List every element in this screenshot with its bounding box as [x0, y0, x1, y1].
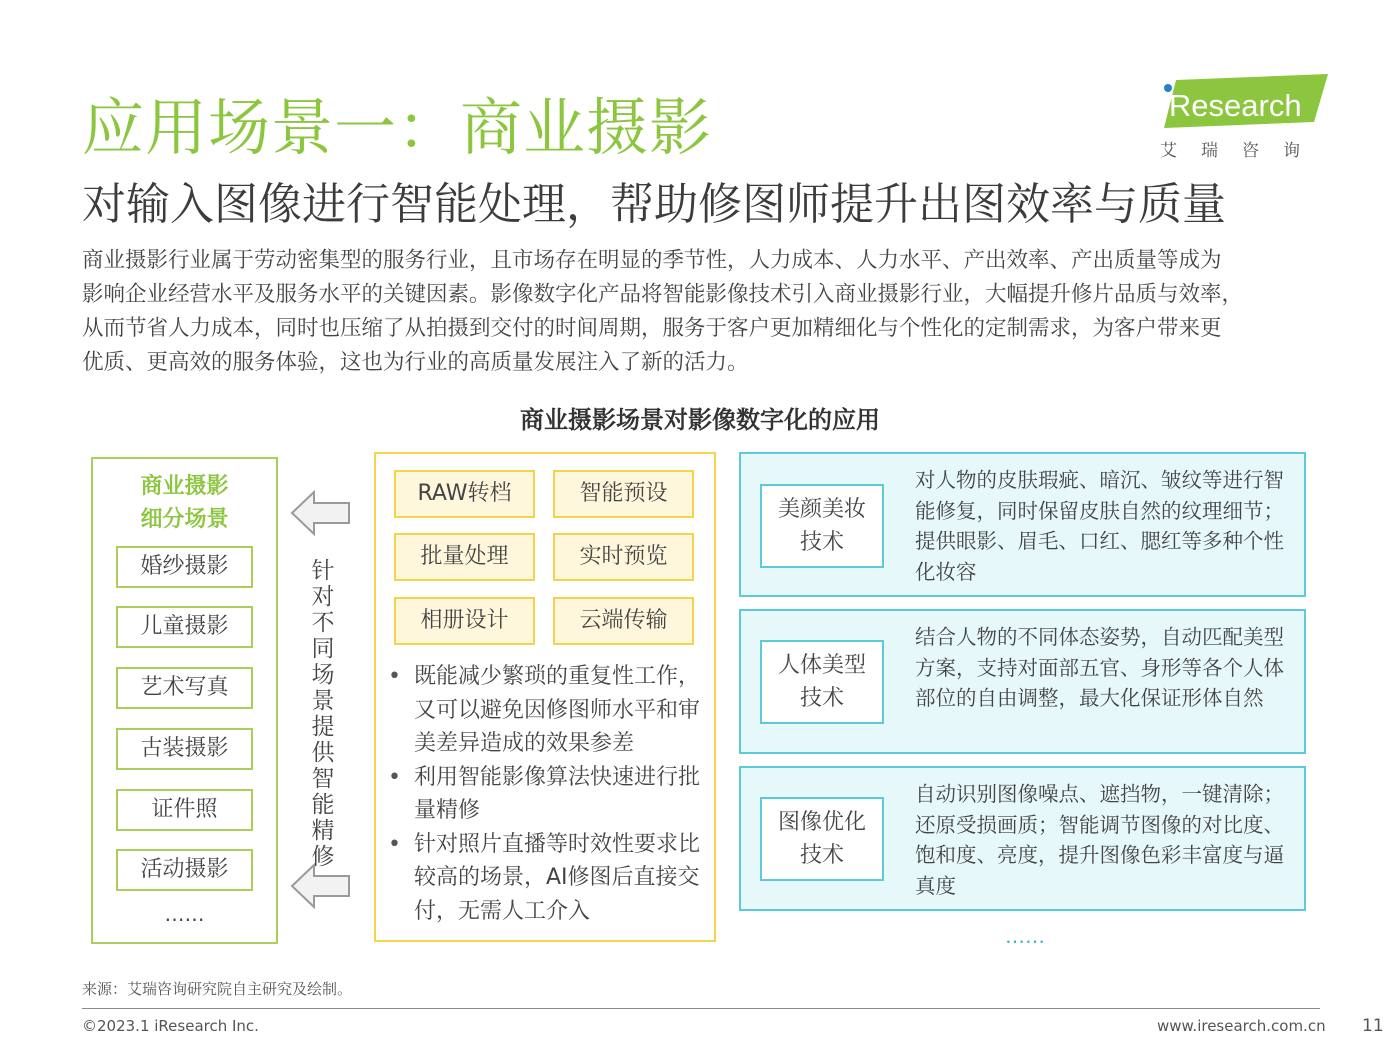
- scenes-more: ……: [164, 902, 205, 926]
- source-note: 来源：艾瑞咨询研究院自主研究及绘制。: [82, 980, 353, 998]
- intro-paragraph: [82, 244, 1332, 380]
- scene-item: 证件照: [116, 789, 253, 831]
- scenes-heading-line: 细分场景: [140, 507, 229, 532]
- intro-line: 影响企业经营水平及服务水平的关键因素。影像数字化产品将智能影像技术引入商业摄影行业，大幅提升修片品质与效率，: [82, 282, 1244, 307]
- copyright: ©2023.1 iResearch Inc.: [82, 1017, 259, 1035]
- intro-line: 商业摄影行业属于劳动密集型的服务行业，且市场存在明显的季节性，人力成本、人力水平、产出效率、产出质量等成为: [82, 248, 1222, 273]
- function-tag: RAW转档: [394, 470, 535, 518]
- technique-label: [760, 484, 884, 568]
- benefits-list: [386, 660, 716, 928]
- page-title: 应用场景一：商业摄影: [82, 91, 713, 164]
- technique-label: [760, 797, 884, 881]
- page-number: 11: [1362, 1016, 1384, 1036]
- logo-chinese-name: 艾瑞咨询: [1160, 141, 1324, 161]
- function-tag: 实时预览: [553, 533, 694, 581]
- technique-label-line: 技术: [799, 686, 844, 711]
- scene-item: 艺术写真: [116, 667, 253, 709]
- technique-label-line: 技术: [799, 843, 844, 868]
- page-subtitle: 对输入图像进行智能处理，帮助修图师提升出图效率与质量: [82, 179, 1226, 230]
- function-tag: 智能预设: [553, 470, 694, 518]
- function-tag: 相册设计: [394, 597, 535, 645]
- scene-item: 儿童摄影: [116, 606, 253, 648]
- connector-label: 针对不同场景提供智能精修: [311, 558, 335, 870]
- technique-description: 结合人物的不同体态姿势，自动匹配美型方案，支持对面部五官、身形等各个人体部位的自由调整，最大化保证形体自然: [915, 625, 1284, 710]
- logo-wordmark: iResearch: [1162, 88, 1302, 123]
- website-link[interactable]: www.iresearch.com.cn: [1157, 1017, 1326, 1035]
- technique-label-line: 人体美型: [777, 653, 866, 678]
- footer-divider: [82, 1008, 1320, 1009]
- technique-label-line: 美颜美妆: [777, 497, 866, 522]
- intro-line: 从而节省人力成本，同时也压缩了从拍摄到交付的时间周期，服务于客户更加精细化与个性化的定制需求，为客户带来更: [82, 316, 1222, 341]
- technique-label-line: 图像优化: [777, 810, 866, 835]
- intro-line: 优质、更高效的服务体验，这也为行业的高质量发展注入了新的活力。: [82, 350, 749, 375]
- technique-description: 对人物的皮肤瑕疵、暗沉、皱纹等进行智能修复，同时保留皮肤自然的纹理细节；提供眼影、眉毛、口红、腮红等多种个性化妆容: [915, 468, 1284, 584]
- left-arrow-icon: [290, 490, 352, 536]
- benefit-item: • 针对照片直播等时效性要求比较高的场景，AI修图后直接交付，无需人工介入: [386, 828, 716, 929]
- technique-label: [760, 640, 884, 724]
- technique-label-line: 技术: [799, 530, 844, 555]
- scene-item: 婚纱摄影: [116, 546, 253, 588]
- technique-description: 自动识别图像噪点、遮挡物，一键清除；还原受损画质；智能调节图像的对比度、饱和度、亮度，提升图像色彩丰富度与逼真度: [915, 782, 1284, 898]
- scenes-heading-line: 商业摄影: [140, 474, 229, 499]
- function-tag: 批量处理: [394, 533, 535, 581]
- benefit-item: • 既能减少繁琐的重复性工作，又可以避免因修图师水平和审美差异造成的效果参差: [386, 660, 716, 761]
- function-tag: 云端传输: [553, 597, 694, 645]
- techniques-more: ……: [1005, 924, 1045, 948]
- scenes-heading: [91, 470, 278, 536]
- benefit-item: • 利用智能影像算法快速进行批量精修: [386, 761, 716, 828]
- scene-item: 古装摄影: [116, 728, 253, 770]
- diagram-title: 商业摄影场景对影像数字化的应用: [520, 406, 880, 434]
- scene-item: 活动摄影: [116, 849, 253, 891]
